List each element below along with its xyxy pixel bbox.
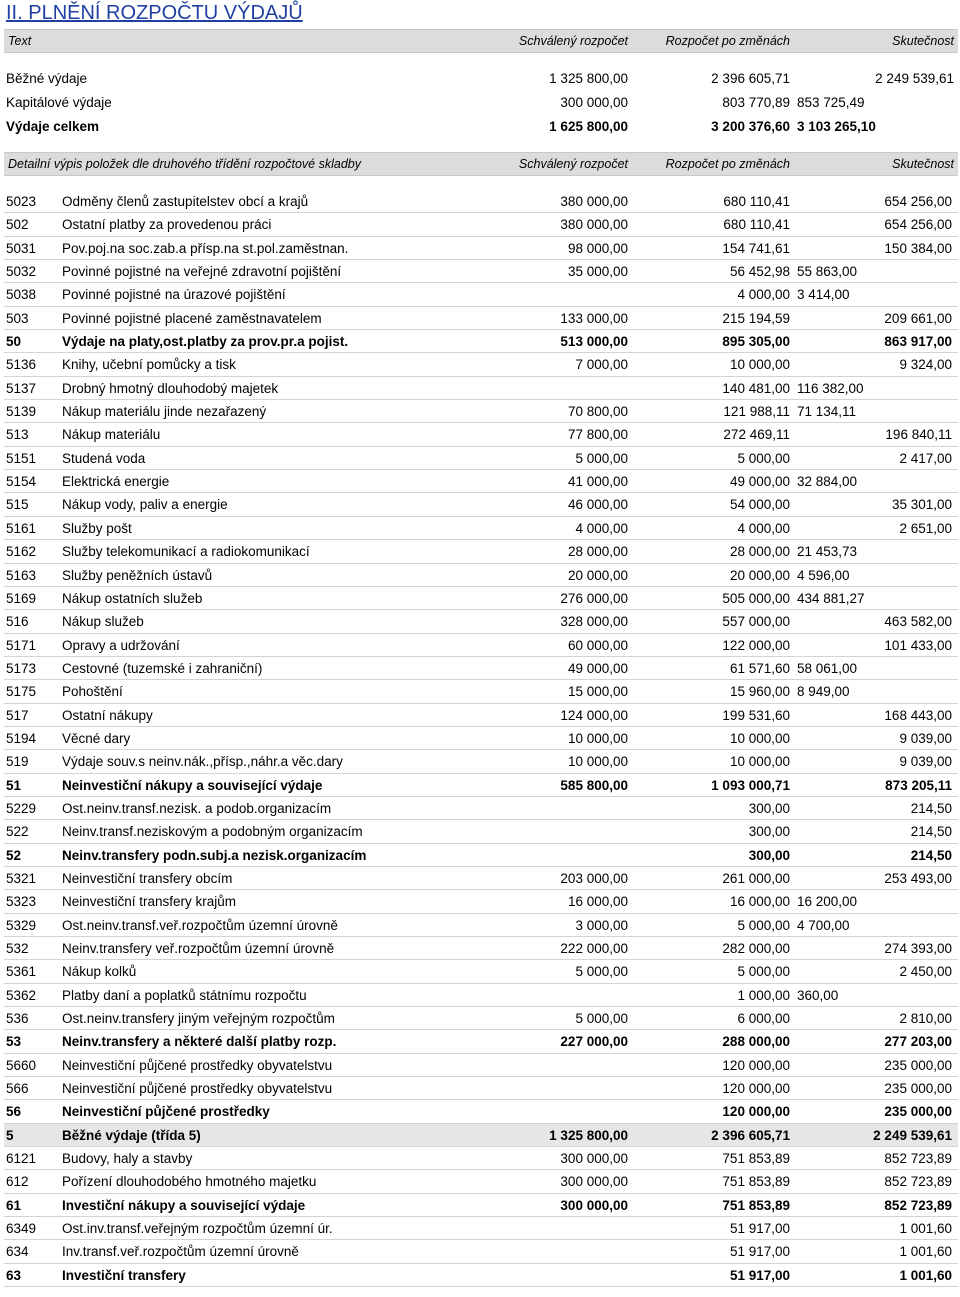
table-row xyxy=(4,517,958,540)
item-name: Neinv.transfery veř.rozpočtům územní úrovně xyxy=(62,941,335,956)
approved-budget-value: 222 000,00 xyxy=(560,941,628,956)
item-code: 5169 xyxy=(6,590,37,606)
actual-value: 654 256,00 xyxy=(884,194,952,209)
budget-after-changes-value: 120 000,00 xyxy=(722,1081,790,1097)
item-name: Cestovné (tuzemské i zahraniční) xyxy=(62,660,263,676)
header-approved-budget: Schválený rozpočet xyxy=(518,157,628,171)
item-code: 5175 xyxy=(6,684,37,700)
table-row xyxy=(4,984,958,1007)
approved-budget-value: 98 000,00 xyxy=(567,240,628,256)
budget-after-changes-value: 51 917,00 xyxy=(729,1244,790,1260)
budget-after-changes-value: 16 000,00 xyxy=(729,894,790,910)
actual-value: 196 840,11 xyxy=(885,427,952,443)
budget-after-changes-value: 803 770,89 xyxy=(722,95,790,110)
table-row xyxy=(4,634,958,657)
budget-after-changes-value: 49 000,00 xyxy=(729,474,790,490)
item-code: 516 xyxy=(6,614,29,630)
budget-after-changes-value: 895 305,00 xyxy=(722,334,790,350)
actual-value: 873 205,11 xyxy=(885,777,952,793)
item-code: 5161 xyxy=(6,520,37,536)
item-code: 502 xyxy=(6,217,29,233)
budget-after-changes-value: 54 000,00 xyxy=(729,497,790,513)
item-name: Studená voda xyxy=(62,450,146,466)
item-code: 634 xyxy=(6,1244,29,1260)
item-code: 63 xyxy=(6,1267,22,1283)
table-row xyxy=(4,1100,958,1123)
actual-value: 150 384,00 xyxy=(884,240,952,256)
budget-after-changes-value: 121 988,11 xyxy=(723,404,790,420)
item-code: 5163 xyxy=(6,567,37,583)
table-row xyxy=(4,1264,958,1287)
item-name: Odměny členů zastupitelstev obcí a krajů xyxy=(62,194,309,209)
actual-value: 3 103 265,10 xyxy=(797,119,876,134)
item-name: Neinv.transfery a některé další platby rozp. xyxy=(62,1034,337,1050)
item-code: 5361 xyxy=(6,964,37,980)
item-code: 5137 xyxy=(6,380,37,396)
detail-table xyxy=(4,190,958,1287)
actual-value: 35 301,00 xyxy=(891,497,952,513)
header-detail-text: Detailní výpis položek dle druhového třídění rozpočtové skladby xyxy=(8,157,361,171)
item-code: 5151 xyxy=(6,450,37,466)
actual-value: 235 000,00 xyxy=(884,1081,952,1097)
table-row xyxy=(4,657,958,680)
budget-after-changes-value: 199 531,60 xyxy=(722,707,790,723)
item-code: 5038 xyxy=(6,287,37,303)
budget-after-changes-value: 140 481,00 xyxy=(722,380,790,396)
actual-value: 3 414,00 xyxy=(797,287,850,303)
summary-row xyxy=(4,91,958,115)
item-code: 5362 xyxy=(6,987,37,1003)
table-row xyxy=(4,1194,958,1217)
budget-after-changes-value: 10 000,00 xyxy=(729,357,790,373)
budget-after-changes-value: 215 194,59 xyxy=(722,310,790,326)
approved-budget-value: 3 000,00 xyxy=(575,917,628,933)
item-code: 5194 xyxy=(6,730,37,746)
actual-value: 235 000,00 xyxy=(884,1104,952,1120)
table-row xyxy=(4,1147,958,1170)
budget-after-changes-value: 2 396 605,71 xyxy=(711,71,790,86)
approved-budget-value: 276 000,00 xyxy=(560,590,628,606)
budget-after-changes-value: 61 571,60 xyxy=(729,660,790,676)
item-code: 519 xyxy=(6,754,29,770)
budget-after-changes-value: 282 000,00 xyxy=(722,941,790,956)
approved-budget-value: 10 000,00 xyxy=(567,730,628,746)
item-code: 536 xyxy=(6,1011,29,1027)
table-row xyxy=(4,867,958,890)
item-name: Povinné pojistné na úrazové pojištění xyxy=(62,287,286,303)
item-name: Ost.neinv.transf.nezisk. a podob.organizacím xyxy=(62,800,332,816)
table-row xyxy=(4,774,958,797)
item-code: 5323 xyxy=(6,894,37,910)
item-name: Knihy, učební pomůcky a tisk xyxy=(62,357,236,373)
table-row xyxy=(4,237,958,260)
actual-value: 214,50 xyxy=(910,847,952,863)
approved-budget-value: 300 000,00 xyxy=(560,1174,628,1190)
table-row xyxy=(4,890,958,913)
approved-budget-value: 380 000,00 xyxy=(560,194,628,209)
actual-value: 2 450,00 xyxy=(899,964,952,980)
item-code: 5660 xyxy=(6,1057,37,1073)
item-code: 5136 xyxy=(6,357,37,373)
budget-after-changes-value: 51 917,00 xyxy=(729,1267,790,1283)
actual-value: 58 061,00 xyxy=(797,660,858,676)
approved-budget-value: 585 800,00 xyxy=(560,777,628,793)
actual-value: 9 039,00 xyxy=(899,754,952,770)
table-row xyxy=(4,844,958,867)
actual-value: 2 249 539,61 xyxy=(873,1127,952,1143)
table-row xyxy=(4,447,958,470)
item-name: Elektrická energie xyxy=(62,474,170,490)
actual-value: 1 001,60 xyxy=(899,1244,952,1260)
table-row xyxy=(4,820,958,843)
budget-after-changes-value: 6 000,00 xyxy=(737,1011,790,1027)
table-row xyxy=(4,704,958,727)
item-name: Neinvestiční nákupy a související výdaje xyxy=(62,777,323,793)
table-row xyxy=(4,1240,958,1263)
item-name: Investiční transfery xyxy=(62,1267,186,1283)
actual-value: 360,00 xyxy=(797,987,839,1003)
item-code: 515 xyxy=(6,497,29,513)
item-name: Ostatní nákupy xyxy=(62,707,153,723)
approved-budget-value: 5 000,00 xyxy=(575,964,628,980)
approved-budget-value: 300 000,00 xyxy=(560,95,628,110)
item-code: 5023 xyxy=(6,194,37,209)
item-code: 5154 xyxy=(6,474,37,490)
item-code: 5229 xyxy=(6,800,37,816)
item-name: Drobný hmotný dlouhodobý majetek xyxy=(62,380,279,396)
item-code: 503 xyxy=(6,310,29,326)
approved-budget-value: 1 325 800,00 xyxy=(549,71,628,86)
budget-after-changes-value: 5 000,00 xyxy=(737,964,790,980)
budget-after-changes-value: 1 093 000,71 xyxy=(711,777,790,793)
item-code: 61 xyxy=(6,1197,22,1213)
item-name: Povinné pojistné na veřejné zdravotní pojištění xyxy=(62,264,342,280)
table-row xyxy=(4,213,958,236)
approved-budget-value: 1 325 800,00 xyxy=(549,1127,628,1143)
item-name: Ostatní platby za provedenou práci xyxy=(62,217,272,233)
item-code: 5 xyxy=(6,1127,14,1143)
summary-label: Výdaje celkem xyxy=(6,119,100,134)
table-row xyxy=(4,493,958,516)
actual-value: 21 453,73 xyxy=(797,544,858,560)
budget-after-changes-value: 28 000,00 xyxy=(729,544,790,560)
actual-value: 4 700,00 xyxy=(797,917,850,933)
table-row xyxy=(4,680,958,703)
approved-budget-value: 77 800,00 xyxy=(567,427,628,443)
table-header-detail xyxy=(4,152,958,176)
item-code: 5171 xyxy=(6,637,37,653)
actual-value: 235 000,00 xyxy=(884,1057,952,1073)
actual-value: 253 493,00 xyxy=(884,870,952,886)
table-row xyxy=(4,797,958,820)
approved-budget-value: 5 000,00 xyxy=(575,1011,628,1027)
header-budget-after-changes: Rozpočet po změnách xyxy=(665,34,790,48)
actual-value: 116 382,00 xyxy=(797,380,864,396)
actual-value: 71 134,11 xyxy=(797,404,857,420)
actual-value: 2 810,00 xyxy=(899,1011,952,1027)
item-name: Pov.poj.na soc.zab.a přísp.na st.pol.zaměstnan. xyxy=(62,240,349,256)
item-name: Neinv.transfery podn.subj.a nezisk.organizacím xyxy=(62,847,367,863)
approved-budget-value: 124 000,00 xyxy=(560,707,628,723)
item-name: Povinné pojistné placené zaměstnavatelem xyxy=(62,310,322,326)
item-name: Ost.neinv.transf.veř.rozpočtům územní úrovně xyxy=(62,917,338,933)
actual-value: 214,50 xyxy=(910,800,952,816)
approved-budget-value: 300 000,00 xyxy=(560,1197,628,1213)
header-approved-budget: Schválený rozpočet xyxy=(518,34,628,48)
item-name: Nákup vody, paliv a energie xyxy=(62,497,228,513)
item-code: 6121 xyxy=(6,1151,37,1167)
budget-after-changes-value: 751 853,89 xyxy=(722,1151,790,1167)
item-name: Neinvestiční půjčené prostředky obyvatelstvu xyxy=(62,1081,333,1097)
approved-budget-value: 49 000,00 xyxy=(567,660,628,676)
budget-after-changes-value: 5 000,00 xyxy=(737,917,790,933)
budget-after-changes-value: 4 000,00 xyxy=(737,520,790,536)
item-name: Neinvestiční půjčené prostředky obyvatelstvu xyxy=(62,1057,333,1073)
item-name: Výdaje souv.s neinv.nák.,přísp.,náhr.a věc.dary xyxy=(62,754,343,770)
budget-after-changes-value: 51 917,00 xyxy=(729,1221,790,1237)
budget-after-changes-value: 120 000,00 xyxy=(722,1104,790,1120)
approved-budget-value: 10 000,00 xyxy=(567,754,628,770)
approved-budget-value: 227 000,00 xyxy=(560,1034,628,1050)
budget-after-changes-value: 10 000,00 xyxy=(729,754,790,770)
item-name: Nákup ostatních služeb xyxy=(62,590,203,606)
item-code: 53 xyxy=(6,1034,22,1050)
budget-after-changes-value: 505 000,00 xyxy=(722,590,790,606)
table-row xyxy=(4,470,958,493)
budget-after-changes-value: 10 000,00 xyxy=(729,730,790,746)
item-code: 50 xyxy=(6,334,22,350)
item-name: Budovy, haly a stavby xyxy=(62,1151,193,1167)
item-name: Věcné dary xyxy=(62,730,131,746)
item-name: Neinvestiční transfery obcím xyxy=(62,870,233,886)
actual-value: 209 661,00 xyxy=(884,310,952,326)
budget-after-changes-value: 56 452,98 xyxy=(729,264,790,280)
approved-budget-value: 1 625 800,00 xyxy=(549,119,628,134)
actual-value: 4 596,00 xyxy=(797,567,850,583)
actual-value: 2 417,00 xyxy=(899,450,952,466)
item-name: Služby telekomunikací a radiokomunikací xyxy=(62,544,310,560)
item-code: 5032 xyxy=(6,264,37,280)
table-row xyxy=(4,353,958,376)
item-code: 6349 xyxy=(6,1221,37,1237)
table-row xyxy=(4,400,958,423)
item-name: Inv.transf.veř.rozpočtům územní úrovně xyxy=(62,1244,299,1260)
item-name: Nákup kolků xyxy=(62,964,137,980)
actual-value: 55 863,00 xyxy=(797,264,858,280)
approved-budget-value: 20 000,00 xyxy=(567,567,628,583)
budget-after-changes-value: 300,00 xyxy=(748,847,790,863)
item-name: Pořízení dlouhodobého hmotného majetku xyxy=(62,1174,317,1190)
item-code: 532 xyxy=(6,941,29,956)
budget-after-changes-value: 300,00 xyxy=(748,800,790,816)
actual-value: 1 001,60 xyxy=(899,1221,952,1237)
approved-budget-value: 41 000,00 xyxy=(567,474,628,490)
actual-value: 274 393,00 xyxy=(884,941,952,956)
table-row xyxy=(4,727,958,750)
table-row xyxy=(4,1030,958,1053)
approved-budget-value: 5 000,00 xyxy=(575,450,628,466)
item-name: Nákup materiálu jinde nezařazený xyxy=(62,404,267,420)
actual-value: 2 651,00 xyxy=(899,520,952,536)
actual-value: 214,50 xyxy=(910,824,952,840)
approved-budget-value: 46 000,00 xyxy=(567,497,628,513)
actual-value: 853 725,49 xyxy=(797,95,865,110)
item-name: Nákup materiálu xyxy=(62,427,161,443)
actual-value: 654 256,00 xyxy=(884,217,952,233)
table-row xyxy=(4,377,958,400)
page-title: II. PLNĚNÍ ROZPOČTU VÝDAJŮ xyxy=(6,2,303,24)
item-code: 513 xyxy=(6,427,29,443)
actual-value: 852 723,89 xyxy=(884,1174,952,1190)
approved-budget-value: 203 000,00 xyxy=(560,870,628,886)
item-name: Neinvestiční transfery krajům xyxy=(62,894,237,910)
item-name: Neinv.transf.neziskovým a podobným organizacím xyxy=(62,824,363,840)
table-row xyxy=(4,587,958,610)
budget-after-changes-value: 122 000,00 xyxy=(722,637,790,653)
table-row xyxy=(4,937,958,960)
actual-value: 168 443,00 xyxy=(884,707,952,723)
item-name: Investiční nákupy a související výdaje xyxy=(62,1197,306,1213)
header-budget-after-changes: Rozpočet po změnách xyxy=(665,157,790,171)
approved-budget-value: 133 000,00 xyxy=(560,310,628,326)
table-row xyxy=(4,1077,958,1100)
item-name: Pohoštění xyxy=(62,684,123,700)
actual-value: 463 582,00 xyxy=(884,614,952,630)
budget-after-changes-value: 751 853,89 xyxy=(722,1174,790,1190)
summary-label: Kapitálové výdaje xyxy=(6,95,112,110)
item-code: 5329 xyxy=(6,917,37,933)
approved-budget-value: 513 000,00 xyxy=(560,334,628,350)
item-code: 5321 xyxy=(6,870,37,886)
actual-value: 32 884,00 xyxy=(797,474,858,490)
actual-value: 16 200,00 xyxy=(797,894,858,910)
item-code: 5031 xyxy=(6,240,37,256)
budget-after-changes-value: 1 000,00 xyxy=(737,987,790,1003)
actual-value: 8 949,00 xyxy=(797,684,850,700)
budget-after-changes-value: 120 000,00 xyxy=(722,1057,790,1073)
approved-budget-value: 7 000,00 xyxy=(575,357,628,373)
approved-budget-value: 16 000,00 xyxy=(567,894,628,910)
table-row xyxy=(4,283,958,306)
item-code: 517 xyxy=(6,707,29,723)
budget-after-changes-value: 15 960,00 xyxy=(729,684,790,700)
item-code: 522 xyxy=(6,824,29,840)
item-name: Neinvestiční půjčené prostředky xyxy=(62,1104,270,1120)
item-code: 5139 xyxy=(6,404,37,420)
budget-after-changes-value: 300,00 xyxy=(748,824,790,840)
budget-after-changes-value: 680 110,41 xyxy=(723,217,790,233)
budget-after-changes-value: 288 000,00 xyxy=(722,1034,790,1050)
approved-budget-value: 300 000,00 xyxy=(560,1151,628,1167)
actual-value: 9 324,00 xyxy=(899,357,952,373)
budget-after-changes-value: 272 469,11 xyxy=(723,427,790,443)
actual-value: 434 881,27 xyxy=(797,590,865,606)
item-code: 51 xyxy=(6,777,22,793)
table-row xyxy=(4,190,958,213)
approved-budget-value: 4 000,00 xyxy=(575,520,628,536)
budget-after-changes-value: 5 000,00 xyxy=(737,450,790,466)
budget-after-changes-value: 3 200 376,60 xyxy=(711,119,790,134)
actual-value: 863 917,00 xyxy=(884,334,952,350)
table-row xyxy=(4,307,958,330)
actual-value: 9 039,00 xyxy=(899,730,952,746)
item-name: Ost.neinv.transfery jiným veřejným rozpočtům xyxy=(62,1011,335,1027)
table-header-summary xyxy=(4,29,958,53)
item-name: Nákup služeb xyxy=(62,614,144,630)
approved-budget-value: 35 000,00 xyxy=(567,264,628,280)
table-row xyxy=(4,1170,958,1193)
summary-row xyxy=(4,67,958,91)
table-row xyxy=(4,1054,958,1077)
approved-budget-value: 15 000,00 xyxy=(567,684,628,700)
table-row xyxy=(4,540,958,563)
budget-after-changes-value: 4 000,00 xyxy=(737,287,790,303)
table-row xyxy=(4,750,958,773)
budget-after-changes-value: 261 000,00 xyxy=(722,870,790,886)
actual-value: 1 001,60 xyxy=(899,1267,952,1283)
item-code: 5173 xyxy=(6,660,37,676)
table-row xyxy=(4,423,958,446)
actual-value: 277 203,00 xyxy=(884,1034,952,1050)
budget-after-changes-value: 751 853,89 xyxy=(722,1197,790,1213)
table-row xyxy=(4,914,958,937)
budget-after-changes-value: 2 396 605,71 xyxy=(711,1127,790,1143)
table-row xyxy=(4,960,958,983)
header-actual: Skutečnost xyxy=(892,157,954,171)
item-code: 5162 xyxy=(6,544,37,560)
table-row xyxy=(4,564,958,587)
approved-budget-value: 70 800,00 xyxy=(567,404,628,420)
actual-value: 2 249 539,61 xyxy=(875,71,954,86)
approved-budget-value: 28 000,00 xyxy=(567,544,628,560)
summary-row xyxy=(4,115,958,139)
table-row xyxy=(4,260,958,283)
item-code: 612 xyxy=(6,1174,29,1190)
table-row xyxy=(4,1124,958,1147)
table-row xyxy=(4,330,958,353)
approved-budget-value: 380 000,00 xyxy=(560,217,628,233)
budget-after-changes-value: 154 741,61 xyxy=(722,240,790,256)
item-name: Platby daní a poplatků státnímu rozpočtu xyxy=(62,987,307,1003)
item-name: Běžné výdaje (třída 5) xyxy=(62,1127,201,1143)
item-name: Služby peněžních ústavů xyxy=(62,567,213,583)
header-text: Text xyxy=(8,34,32,48)
budget-after-changes-value: 557 000,00 xyxy=(722,614,790,630)
budget-after-changes-value: 680 110,41 xyxy=(723,194,790,209)
actual-value: 101 433,00 xyxy=(884,637,952,653)
item-name: Ost.inv.transf.veřejným rozpočtům územní úr. xyxy=(62,1221,333,1237)
item-name: Výdaje na platy,ost.platby za prov.pr.a pojist. xyxy=(62,334,349,350)
actual-value: 852 723,89 xyxy=(884,1197,952,1213)
table-row xyxy=(4,1217,958,1240)
table-row xyxy=(4,610,958,633)
approved-budget-value: 328 000,00 xyxy=(560,614,628,630)
summary-label: Běžné výdaje xyxy=(6,71,88,86)
item-name: Opravy a udržování xyxy=(62,637,180,653)
budget-after-changes-value: 20 000,00 xyxy=(729,567,790,583)
approved-budget-value: 60 000,00 xyxy=(567,637,628,653)
item-code: 566 xyxy=(6,1081,29,1097)
item-code: 52 xyxy=(6,847,22,863)
item-name: Služby pošt xyxy=(62,520,132,536)
header-actual: Skutečnost xyxy=(892,34,954,48)
table-row xyxy=(4,1007,958,1030)
actual-value: 852 723,89 xyxy=(884,1151,952,1167)
item-code: 56 xyxy=(6,1104,22,1120)
